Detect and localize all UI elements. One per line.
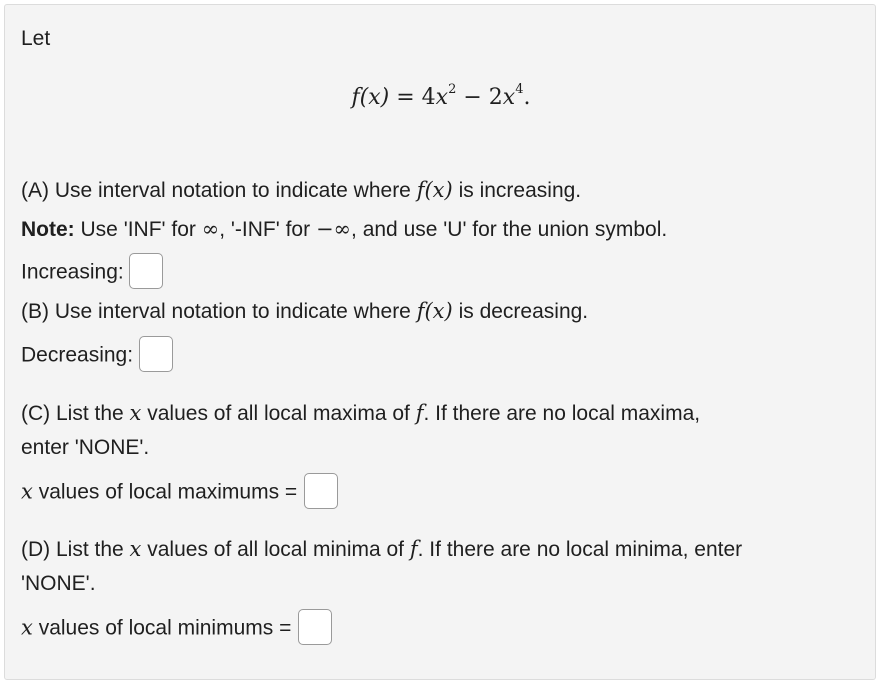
part-a-prompt-pre: (A) Use interval notation to indicate where [21,179,411,202]
function-lhs: f(x) [351,85,390,110]
part-b-prompt [21,297,588,326]
note-pre: Use 'INF' for [80,218,196,241]
part-c-prompt-line2: enter 'NONE'. [21,436,150,459]
local-min-input[interactable] [298,609,332,645]
decreasing-row [21,338,173,374]
part-b-fx: f(x) [416,299,453,323]
part-d-prompt-mid: values of all local minima of [147,538,405,561]
exponent-1: 2 [448,81,457,97]
variable-2: x [502,85,516,110]
note-post: , and use 'U' for the union symbol. [351,218,668,241]
part-a-prompt-post: is increasing. [458,179,582,202]
part-c-x: x [129,401,142,425]
part-d-prompt-line2: 'NONE'. [21,572,96,595]
part-c-prompt-post: . If there are no local maxima, [423,402,701,425]
minus-sign: − [463,85,482,110]
note-mid: , '-INF' for [219,218,311,241]
part-d-prompt [21,535,742,564]
part-d-f: f [409,537,418,561]
neg-infinity-symbol: −∞ [315,217,352,241]
function-definition [5,83,877,113]
part-a-prompt [21,176,581,205]
decreasing-input[interactable] [139,336,173,372]
part-c-prompt [21,399,700,428]
part-d-prompt-pre: (D) List the [21,538,124,561]
local-max-row [21,475,338,511]
increasing-input[interactable] [129,253,163,289]
local-min-x: x [21,615,33,640]
part-b-prompt-post: is decreasing. [458,300,589,323]
note-line [21,215,667,244]
coefficient-1: 4 [421,85,436,110]
exponent-2: 4 [515,81,524,97]
part-c-prompt-pre: (C) List the [21,402,124,425]
part-a-fx: f(x) [416,178,453,202]
local-min-row [21,611,332,647]
infinity-symbol: ∞ [201,217,220,241]
intro-text: Let [21,27,51,50]
local-max-input[interactable] [304,473,338,509]
part-c-prompt-mid: values of all local maxima of [147,402,410,425]
part-b-prompt-pre: (B) Use interval notation to indicate where [21,300,411,323]
coefficient-2: 2 [488,85,503,110]
increasing-row [21,255,163,291]
equals-sign: = [396,85,415,110]
local-max-label: values of local maximums = [38,480,298,504]
variable-1: x [435,85,449,110]
decreasing-label: Decreasing: [21,343,134,367]
question-card [4,4,876,680]
part-d-prompt-post: . If there are no local minima, enter [417,538,743,561]
note-label: Note: [21,218,75,241]
local-max-x: x [21,479,33,504]
increasing-label: Increasing: [21,260,124,284]
part-c-f: f [415,401,424,425]
part-d-x: x [129,537,142,561]
end-period: . [523,85,531,110]
local-min-label: values of local minimums = [38,616,292,640]
